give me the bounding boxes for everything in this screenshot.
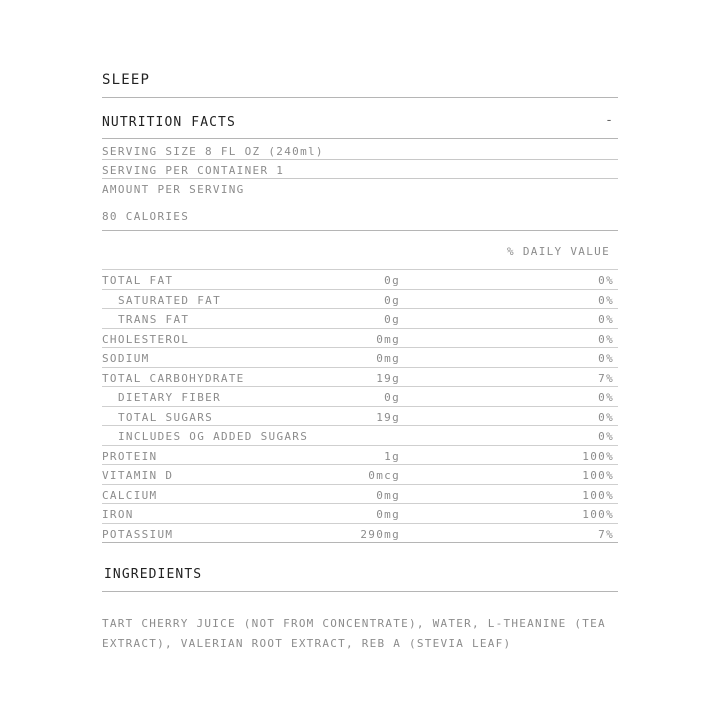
nutrient-label: INCLUDES OG ADDED SUGARS (118, 430, 309, 443)
nutrient-label: TRANS FAT (118, 313, 190, 326)
nutrient-row (102, 289, 618, 309)
divider (102, 178, 618, 179)
nutrient-label: POTASSIUM (102, 527, 174, 541)
nutrient-daily-value: 0% (598, 410, 614, 424)
nutrient-label: TOTAL FAT (102, 274, 174, 287)
nutrient-daily-value: 0% (598, 293, 614, 307)
nutrient-row (102, 523, 618, 543)
nutrient-row (102, 347, 618, 367)
divider (102, 591, 618, 592)
nutrient-daily-value: 7% (598, 371, 614, 385)
nutrient-amount: 0mg (376, 332, 400, 346)
nutrient-row (102, 464, 618, 484)
nutrient-amount: 0g (384, 274, 400, 287)
serving-size: SERVING SIZE 8 FL OZ (240ml) (102, 145, 324, 158)
nutrient-daily-value: 100% (582, 508, 614, 521)
ingredients-text: TART CHERRY JUICE (NOT FROM CONCENTRATE), WATER, L-THEANINE (TEA EXTRACT), VALERIAN ROOT EXTRACT, REB A (STEVIA LEAF) (102, 617, 606, 650)
product-title: SLEEP (102, 72, 151, 88)
nutrient-amount: 0mg (376, 488, 400, 502)
nutrient-label: PROTEIN (102, 449, 158, 463)
nutrient-row (102, 406, 618, 426)
nutrient-label: CHOLESTEROL (102, 332, 190, 346)
collapse-toggle[interactable]: - (605, 113, 614, 128)
nutrient-amount: 0g (384, 313, 400, 326)
nutrient-amount: 0mg (376, 352, 400, 365)
nutrient-label: DIETARY FIBER (118, 391, 221, 404)
nutrient-amount: 19g (376, 371, 400, 385)
nutrient-label: SATURATED FAT (118, 293, 221, 307)
nutrient-daily-value: 0% (598, 274, 614, 287)
divider (102, 230, 618, 231)
nutrient-daily-value: 0% (598, 352, 614, 365)
servings-per-container: SERVING PER CONTAINER 1 (102, 164, 285, 177)
nutrient-label: TOTAL CARBOHYDRATE (102, 371, 245, 385)
nutrient-row (102, 308, 618, 328)
nutrient-daily-value: 100% (582, 469, 614, 482)
nutrient-daily-value: 0% (598, 332, 614, 346)
nutrient-daily-value: 0% (598, 430, 614, 443)
nutrient-row (102, 425, 618, 445)
nutrient-daily-value: 0% (598, 391, 614, 404)
nutrient-row (102, 484, 618, 504)
nutrient-amount: 0g (384, 391, 400, 404)
divider (102, 542, 618, 543)
nutrient-label: TOTAL SUGARS (118, 410, 214, 424)
nutrient-daily-value: 7% (598, 527, 614, 541)
daily-value-header: % DAILY VALUE (507, 245, 610, 258)
nutrient-label: SODIUM (102, 352, 150, 365)
nutrient-amount: 0g (384, 293, 400, 307)
nutrient-row (102, 503, 618, 523)
nutrient-amount: 290mg (360, 527, 400, 541)
amount-per-serving: AMOUNT PER SERVING (102, 183, 245, 196)
nutrient-row (102, 386, 618, 406)
nutrient-label: IRON (102, 508, 134, 521)
divider (102, 159, 618, 160)
divider (102, 138, 618, 139)
nutrient-daily-value: 100% (582, 488, 614, 502)
nutrient-amount: 0mg (376, 508, 400, 521)
nutrient-daily-value: 100% (582, 449, 614, 463)
nutrient-row (102, 269, 618, 289)
nutrient-label: CALCIUM (102, 488, 158, 502)
nutrient-label: VITAMIN D (102, 469, 174, 482)
nutrient-amount: 1g (384, 449, 400, 463)
nutrient-row (102, 445, 618, 465)
nutrition-facts-header[interactable] (102, 115, 618, 130)
divider (102, 97, 618, 98)
calories: 80 CALORIES (102, 210, 190, 223)
nutrient-row (102, 328, 618, 348)
ingredients-header: INGREDIENTS (104, 567, 203, 582)
nutrient-amount: 0mcg (368, 469, 400, 482)
nutrient-daily-value: 0% (598, 313, 614, 326)
nutrient-row (102, 367, 618, 387)
nutrition-facts-title: NUTRITION FACTS (102, 115, 236, 130)
nutrient-amount: 19g (376, 410, 400, 424)
